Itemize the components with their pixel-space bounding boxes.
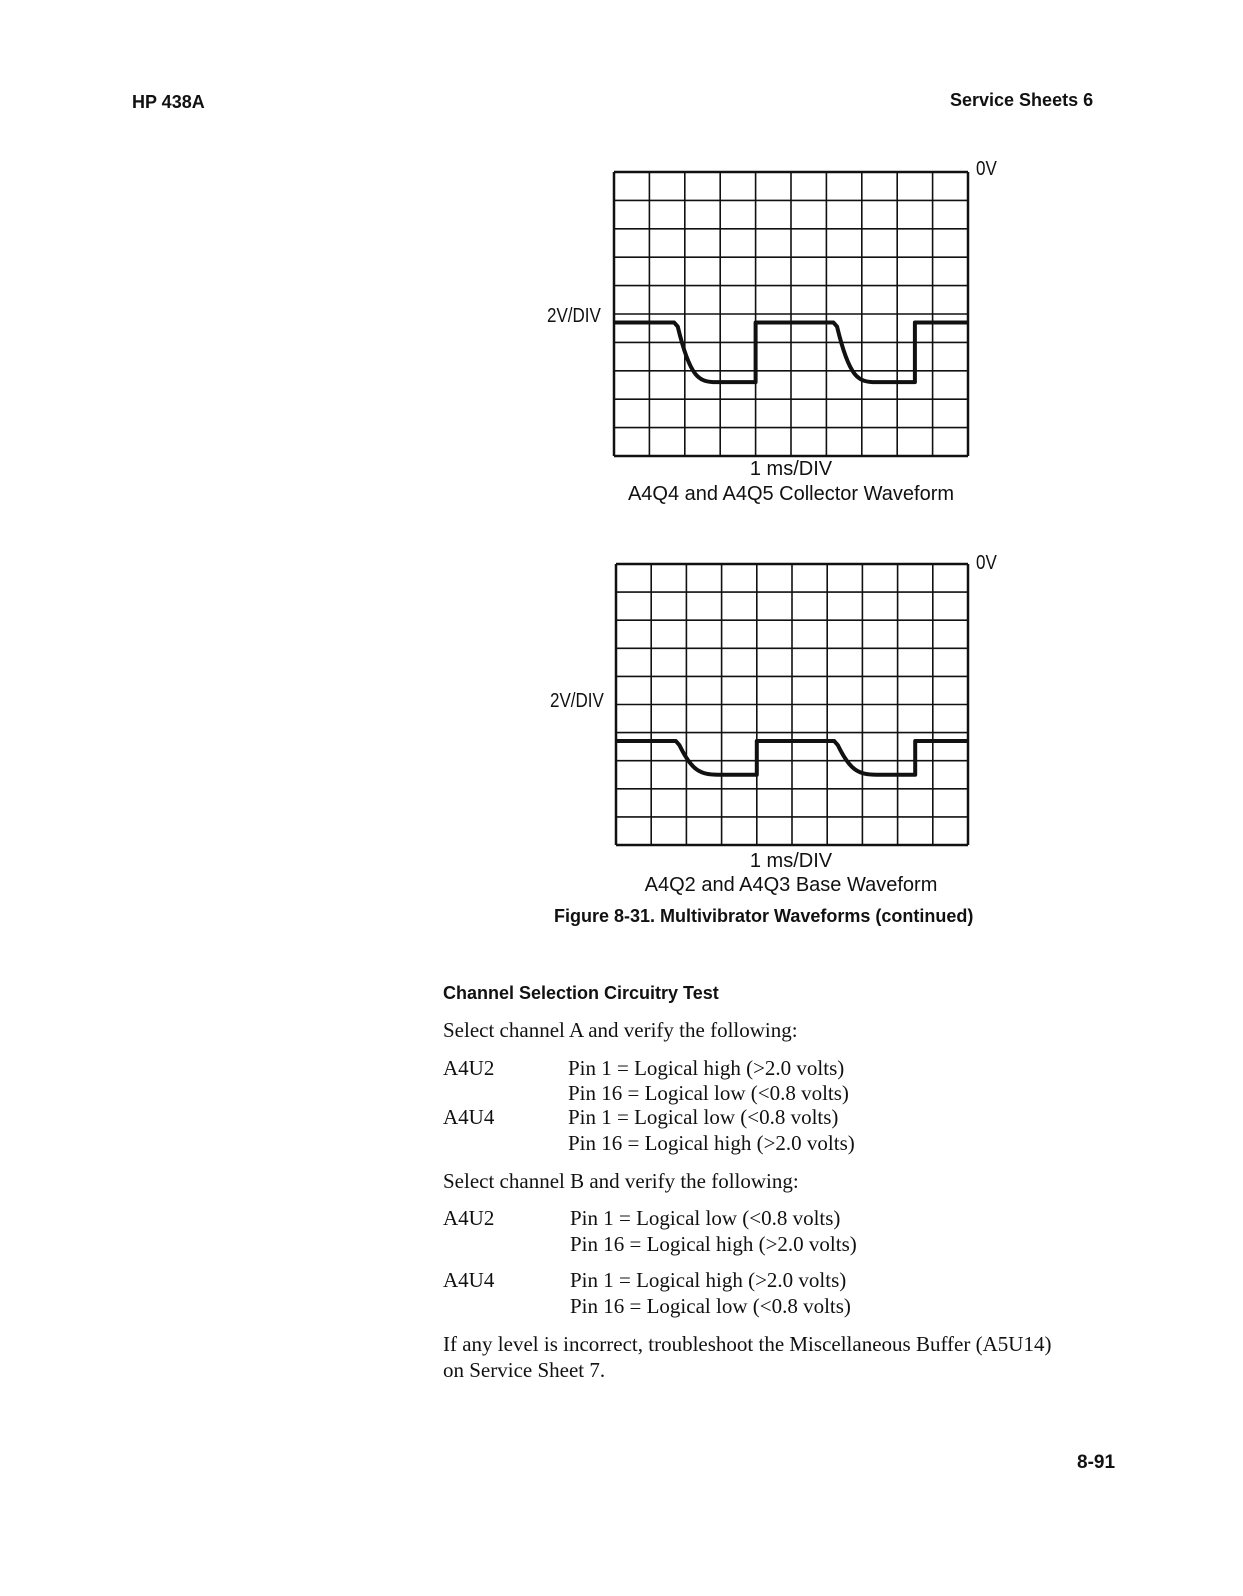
scope-graticule xyxy=(612,170,970,458)
section-heading: Channel Selection Circuitry Test xyxy=(443,983,719,1003)
channel-a-ic-label: A4U2 xyxy=(443,1056,495,1080)
manual-model: HP 438A xyxy=(132,92,205,112)
channel-a-pin-line: Pin 1 = Logical high (>2.0 volts) xyxy=(568,1056,845,1080)
channel-b-pin-line: Pin 1 = Logical high (>2.0 volts) xyxy=(570,1268,847,1292)
scope-graticule xyxy=(614,562,970,847)
conclusion-text: on Service Sheet 7. xyxy=(443,1358,606,1382)
channel-b-ic-label: A4U2 xyxy=(443,1206,495,1230)
vertical-scale-label: 2V/DIV xyxy=(547,305,601,327)
zero-volt-label: 0V xyxy=(976,552,997,574)
channel-a-pin-line: Pin 16 = Logical low (<0.8 volts) xyxy=(568,1081,849,1105)
graticule-grid xyxy=(614,172,968,456)
zero-volt-label: 0V xyxy=(976,158,997,180)
graticule-grid xyxy=(616,564,968,845)
conclusion-text: If any level is incorrect, troubleshoot the Miscellaneous Buffer (A5U14) xyxy=(443,1332,1052,1356)
scope-display-collector xyxy=(612,170,970,458)
section-title: Service Sheets 6 xyxy=(950,90,1094,110)
scope-title: A4Q4 and A4Q5 Collector Waveform xyxy=(627,483,955,505)
channel-b-intro: Select channel B and verify the following: xyxy=(443,1169,799,1193)
vertical-scale-label: 2V/DIV xyxy=(550,690,604,712)
channel-a-pin-line: Pin 1 = Logical low (<0.8 volts) xyxy=(568,1105,839,1129)
channel-b-pin-line: Pin 16 = Logical low (<0.8 volts) xyxy=(570,1294,851,1318)
horizontal-scale-label: 1 ms/DIV xyxy=(749,458,833,480)
page-number: 8-91 xyxy=(1077,1452,1116,1473)
channel-a-pin-line: Pin 16 = Logical high (>2.0 volts) xyxy=(568,1131,855,1155)
channel-b-pin-line: Pin 1 = Logical low (<0.8 volts) xyxy=(570,1206,841,1230)
scope-title: A4Q2 and A4Q3 Base Waveform xyxy=(644,874,938,896)
channel-a-ic-label: A4U4 xyxy=(443,1105,495,1129)
scope-display-base xyxy=(614,562,970,847)
channel-b-ic-label: A4U4 xyxy=(443,1268,495,1292)
channel-b-pin-line: Pin 16 = Logical high (>2.0 volts) xyxy=(570,1232,857,1256)
figure-caption: Figure 8-31. Multivibrator Waveforms (continued) xyxy=(554,906,974,926)
horizontal-scale-label: 1 ms/DIV xyxy=(749,850,833,872)
channel-a-intro: Select channel A and verify the following: xyxy=(443,1018,798,1042)
